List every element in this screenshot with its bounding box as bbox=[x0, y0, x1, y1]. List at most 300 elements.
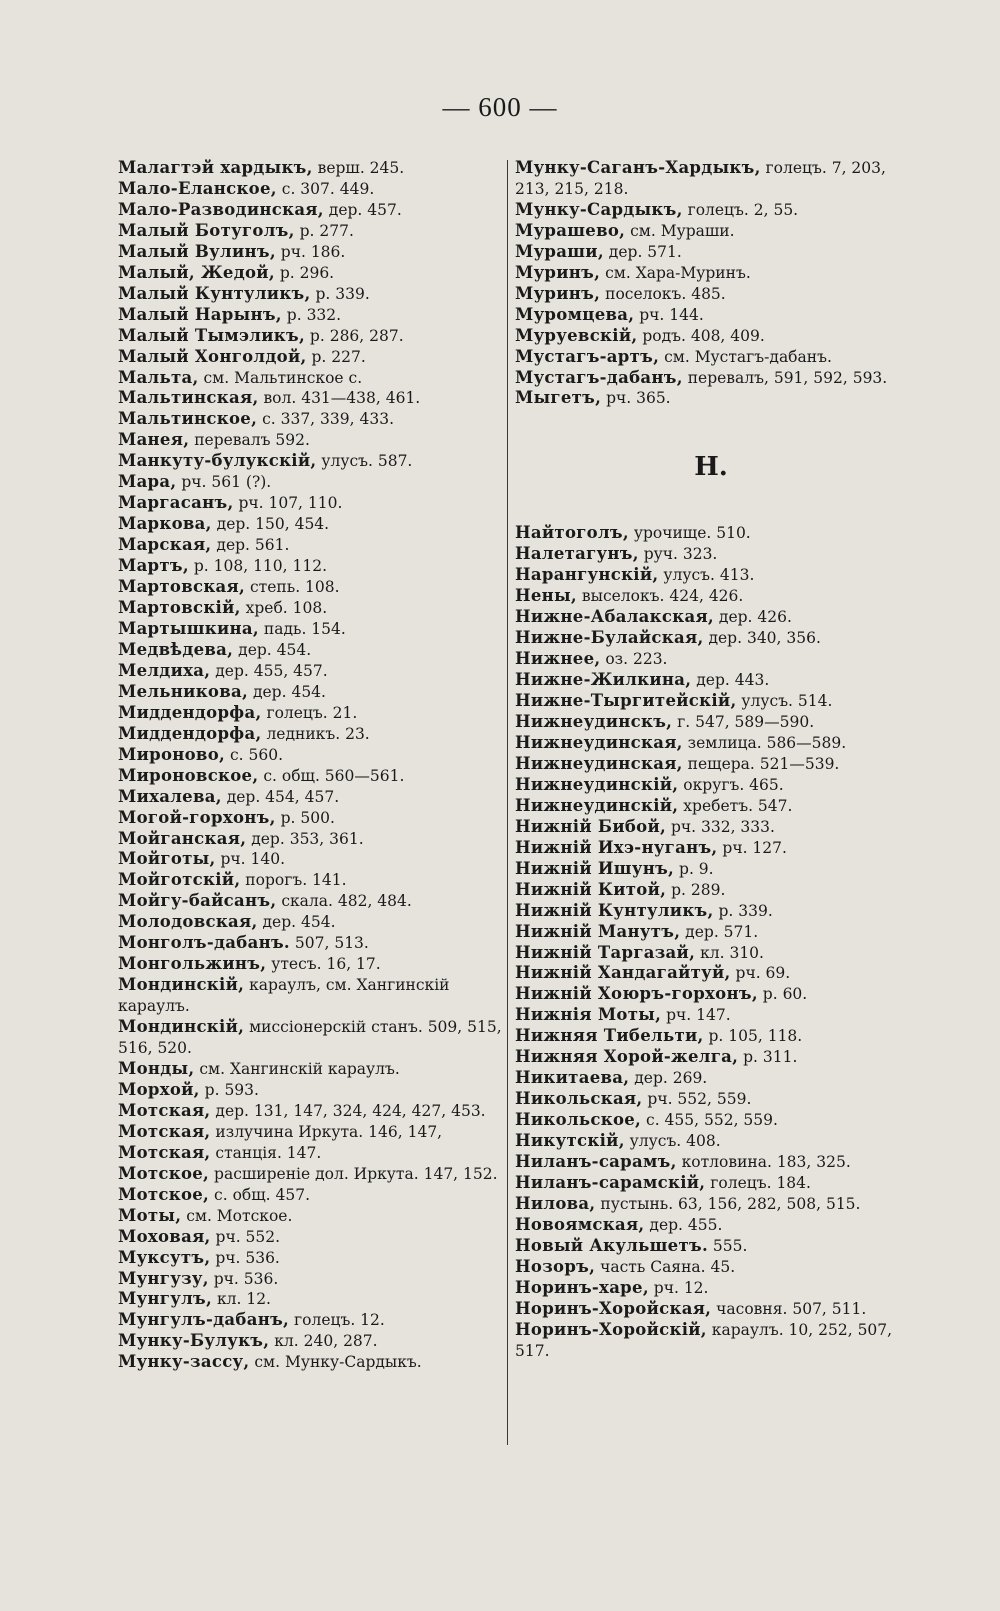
entry-headword: Мондинскій, bbox=[118, 1017, 245, 1037]
entry-reference: руч. 323. bbox=[638, 545, 718, 564]
entry-headword: Манея, bbox=[118, 430, 190, 450]
entry-headword: Мельникова, bbox=[118, 681, 249, 701]
index-entry bbox=[515, 221, 907, 242]
index-entry bbox=[515, 544, 907, 565]
index-entry bbox=[118, 472, 504, 493]
entry-reference: см. Мунку-Сардыкъ. bbox=[249, 1353, 422, 1372]
entry-reference: см. Хангинскій караулъ. bbox=[194, 1059, 400, 1078]
index-entry bbox=[515, 943, 907, 964]
index-entry bbox=[118, 1017, 504, 1059]
entry-reference: рч. 147. bbox=[661, 1006, 731, 1025]
index-column-left bbox=[118, 158, 504, 1373]
entry-headword: Малый Вулинъ, bbox=[118, 241, 276, 261]
entry-headword: Мойготы, bbox=[118, 849, 216, 869]
entry-reference: с. 560. bbox=[225, 745, 284, 764]
entry-headword: Налетагунъ, bbox=[515, 544, 639, 564]
entry-headword: Малый, Жедой, bbox=[118, 262, 275, 282]
entry-reference: дер. 340, 356. bbox=[703, 629, 821, 648]
index-entry bbox=[515, 984, 907, 1005]
entry-reference: р. 289. bbox=[666, 880, 726, 899]
index-entry bbox=[118, 1310, 504, 1331]
entry-reference: котловина. 183, 325. bbox=[676, 1153, 851, 1172]
entry-headword: Манкуту-булукскій, bbox=[118, 451, 317, 471]
entry-headword: Нижнеудинскій, bbox=[515, 795, 679, 815]
entry-reference: 507, 513. bbox=[289, 934, 369, 953]
index-entry bbox=[118, 661, 504, 682]
entry-headword: Могой-горхонъ, bbox=[118, 807, 276, 827]
entry-reference: перевалъ 592. bbox=[189, 431, 310, 450]
entry-headword: Нижній Хоюръ-горхонъ, bbox=[515, 984, 758, 1004]
entry-reference: часть Саяна. 45. bbox=[595, 1257, 736, 1276]
entry-headword: Никутскій, bbox=[515, 1131, 625, 1151]
entry-headword: Малый Хонголдой, bbox=[118, 346, 307, 366]
entry-headword: Нижне-Булайская, bbox=[515, 628, 704, 648]
index-entry bbox=[118, 430, 504, 451]
index-entry bbox=[515, 263, 907, 284]
entry-reference: дер. 131, 147, 324, 424, 427, 453. bbox=[210, 1101, 486, 1120]
index-entry bbox=[515, 817, 907, 838]
entry-headword: Мироново, bbox=[118, 744, 226, 764]
entry-reference: р. 339. bbox=[310, 284, 370, 303]
entry-headword: Мотское, bbox=[118, 1184, 210, 1204]
index-entry bbox=[515, 284, 907, 305]
index-entry bbox=[515, 901, 907, 922]
entry-headword: Монды, bbox=[118, 1058, 195, 1078]
entry-reference: р. 500. bbox=[275, 808, 335, 827]
entry-headword: Нижнеудинскій, bbox=[515, 774, 679, 794]
entry-reference: голецъ. 7, 203, 213, 215, 218. bbox=[515, 159, 886, 198]
index-entry bbox=[515, 775, 907, 796]
entry-reference: кл. 240, 287. bbox=[269, 1332, 378, 1351]
entry-reference: дер. 353, 361. bbox=[246, 829, 364, 848]
entry-headword: Медвѣдева, bbox=[118, 639, 234, 659]
entry-headword: Миддендорфа, bbox=[118, 723, 262, 743]
entry-headword: Нижній Хандагайтуй, bbox=[515, 963, 731, 983]
entry-headword: Норинъ-харе, bbox=[515, 1277, 649, 1297]
index-entry bbox=[118, 242, 504, 263]
entry-headword: Муринъ, bbox=[515, 283, 601, 303]
index-entry bbox=[515, 1089, 907, 1110]
entry-headword: Мустагъ-дабанъ, bbox=[515, 367, 683, 387]
entry-headword: Муруевскій, bbox=[515, 325, 638, 345]
entry-reference: голецъ. 184. bbox=[705, 1173, 811, 1192]
index-entry bbox=[118, 682, 504, 703]
entry-headword: Мунку-Булукъ, bbox=[118, 1331, 270, 1351]
index-entry bbox=[118, 891, 504, 912]
entry-reference: р. 286, 287. bbox=[305, 326, 404, 345]
entry-reference: с. общ. 560—561. bbox=[258, 766, 405, 785]
entry-headword: Мурашево, bbox=[515, 220, 626, 240]
entry-headword: Мондинскій, bbox=[118, 975, 245, 995]
index-entry bbox=[118, 409, 504, 430]
entry-headword: Нижне-Тыргитейскій, bbox=[515, 691, 737, 711]
entry-headword: Мироновское, bbox=[118, 765, 259, 785]
entry-headword: Морхой, bbox=[118, 1079, 200, 1099]
index-entry bbox=[515, 880, 907, 901]
index-entry bbox=[118, 388, 504, 409]
entry-reference: р. 227. bbox=[306, 347, 366, 366]
index-entry bbox=[118, 535, 504, 556]
entry-headword: Норинъ-Хоройская, bbox=[515, 1298, 712, 1318]
entry-headword: Нижнеудинская, bbox=[515, 732, 683, 752]
entry-headword: Никитаева, bbox=[515, 1068, 630, 1088]
entry-headword: Монгольжинъ, bbox=[118, 954, 267, 974]
entry-headword: Новый Акульшетъ. bbox=[515, 1235, 708, 1255]
entry-headword: Мойганская, bbox=[118, 828, 247, 848]
entry-reference: дер. 457. bbox=[323, 200, 402, 219]
index-entry bbox=[515, 712, 907, 733]
entry-reference: хребетъ. 547. bbox=[678, 796, 793, 815]
index-entry bbox=[515, 305, 907, 326]
entry-headword: Мало-Еланское, bbox=[118, 178, 277, 198]
entry-reference: дер. 150, 454. bbox=[211, 515, 330, 534]
entry-headword: Нозоръ, bbox=[515, 1256, 596, 1276]
entry-headword: Мойготскій, bbox=[118, 870, 241, 890]
index-entry bbox=[515, 1005, 907, 1026]
entry-reference: голецъ. 12. bbox=[289, 1311, 385, 1330]
entry-headword: Мунку-Саганъ-Хардыкъ, bbox=[515, 158, 761, 177]
entry-reference: с. общ. 457. bbox=[209, 1185, 311, 1204]
index-entry bbox=[118, 514, 504, 535]
index-entry bbox=[118, 724, 504, 745]
index-entry bbox=[118, 158, 504, 179]
index-entry bbox=[515, 158, 907, 200]
index-entry bbox=[118, 577, 504, 598]
entry-reference: рч. 144. bbox=[634, 305, 704, 324]
entry-headword: Мартъ, bbox=[118, 556, 189, 576]
index-entry bbox=[515, 649, 907, 670]
index-entry bbox=[515, 670, 907, 691]
entry-headword: Нижній Кунтуликъ, bbox=[515, 900, 714, 920]
entry-reference: дер. 561. bbox=[211, 536, 290, 555]
entry-reference: караулъ, см. Хангинскій караулъ. bbox=[118, 976, 450, 1016]
index-entry bbox=[515, 1131, 907, 1152]
entry-reference: рч. 69. bbox=[730, 964, 791, 983]
index-entry bbox=[118, 1269, 504, 1290]
index-entry bbox=[118, 1331, 504, 1352]
entry-headword: Мотское, bbox=[118, 1163, 210, 1183]
index-entry bbox=[515, 1236, 907, 1257]
entry-headword: Малый Кунтуликъ, bbox=[118, 283, 311, 303]
index-entry bbox=[515, 1110, 907, 1131]
index-entry bbox=[118, 598, 504, 619]
index-entry bbox=[118, 1289, 504, 1310]
index-entry bbox=[118, 1227, 504, 1248]
entry-reference: с. 455, 552, 559. bbox=[641, 1111, 778, 1130]
entry-reference: расширеніе дол. Иркута. 147, 152. bbox=[209, 1164, 498, 1183]
index-entry bbox=[515, 796, 907, 817]
entry-reference: рч. 552, 559. bbox=[642, 1090, 752, 1109]
entry-reference: см. Хара-Муринъ. bbox=[600, 263, 751, 282]
entry-headword: Нижній Китой, bbox=[515, 879, 667, 899]
entry-headword: Михалева, bbox=[118, 786, 222, 806]
index-entry bbox=[515, 1152, 907, 1173]
entry-reference: с. 337, 339, 433. bbox=[257, 410, 394, 429]
index-entry bbox=[515, 754, 907, 775]
entry-reference: степь. 108. bbox=[245, 578, 340, 597]
entry-reference: дер. 454. bbox=[233, 640, 312, 659]
index-entry bbox=[515, 1299, 907, 1320]
entry-reference: рч. 12. bbox=[648, 1278, 709, 1297]
entry-headword: Нижній Таргазай, bbox=[515, 942, 696, 962]
entry-headword: Мунгулъ, bbox=[118, 1289, 213, 1309]
entry-headword: Малый Тымэликъ, bbox=[118, 325, 305, 345]
index-entry bbox=[118, 1143, 504, 1164]
entry-headword: Мунку-Сардыкъ, bbox=[515, 199, 683, 219]
entry-reference: землица. 586—589. bbox=[682, 733, 847, 752]
index-entry bbox=[118, 200, 504, 221]
index-entry bbox=[515, 326, 907, 347]
entry-headword: Малый Ботуголъ, bbox=[118, 220, 295, 240]
entry-reference: рч. 186. bbox=[275, 242, 346, 261]
entry-headword: Молодовская, bbox=[118, 912, 258, 932]
entry-reference: р. 105, 118. bbox=[703, 1027, 803, 1046]
entry-headword: Мелдиха, bbox=[118, 660, 211, 680]
entry-headword: Найтоголъ, bbox=[515, 523, 629, 543]
index-entry bbox=[515, 200, 907, 221]
entry-headword: Нижнеудинская, bbox=[515, 753, 683, 773]
entry-reference: с. 307. 449. bbox=[276, 179, 375, 198]
index-entry bbox=[118, 1248, 504, 1269]
index-entry bbox=[118, 787, 504, 808]
index-entry bbox=[515, 607, 907, 628]
index-entry bbox=[118, 619, 504, 640]
index-entry bbox=[118, 221, 504, 242]
entry-headword: Нижнее, bbox=[515, 649, 601, 669]
entry-reference: дер. 426. bbox=[713, 608, 792, 627]
index-entry bbox=[118, 1206, 504, 1227]
entry-headword: Нижняя Тибельти, bbox=[515, 1026, 704, 1046]
index-entry bbox=[515, 347, 907, 368]
entry-headword: Нижній Манутъ, bbox=[515, 921, 681, 941]
index-entry bbox=[515, 388, 907, 409]
entry-reference: дер. 571. bbox=[603, 242, 682, 261]
entry-reference: порогъ. 141. bbox=[240, 871, 347, 890]
entry-headword: Мотская, bbox=[118, 1100, 211, 1120]
index-entry bbox=[515, 1047, 907, 1068]
entry-headword: Малый Нарынъ, bbox=[118, 304, 282, 324]
entry-headword: Мара, bbox=[118, 472, 177, 492]
entry-reference: см. Мураши. bbox=[625, 221, 735, 240]
entry-headword: Мустагъ-артъ, bbox=[515, 346, 660, 366]
entry-reference: рч. 140. bbox=[215, 850, 286, 869]
entry-reference: пещера. 521—539. bbox=[682, 754, 840, 773]
entry-reference: рч. 127. bbox=[717, 838, 787, 857]
entry-reference: кл. 310. bbox=[695, 943, 764, 962]
entry-headword: Миддендорфа, bbox=[118, 702, 262, 722]
entry-headword: Мунку-зассу, bbox=[118, 1352, 250, 1372]
entry-headword: Нижній Ишунъ, bbox=[515, 858, 675, 878]
index-entry bbox=[118, 808, 504, 829]
index-entry bbox=[118, 263, 504, 284]
entry-reference: улусъ. 408. bbox=[624, 1132, 721, 1151]
index-entry bbox=[118, 1122, 504, 1143]
entry-headword: Мальтинская, bbox=[118, 388, 259, 408]
entry-headword: Нижне-Абалакская, bbox=[515, 607, 714, 627]
entry-reference: кл. 12. bbox=[212, 1290, 271, 1309]
entry-headword: Мартышкина, bbox=[118, 618, 259, 638]
entry-headword: Муринъ, bbox=[515, 262, 601, 282]
entry-headword: Нены, bbox=[515, 586, 577, 606]
entry-reference: р. 9. bbox=[674, 859, 714, 878]
entry-reference: выселокъ. 424, 426. bbox=[576, 587, 744, 606]
entry-reference: голецъ. 2, 55. bbox=[682, 200, 799, 219]
entry-headword: Мойгу-байсанъ, bbox=[118, 891, 277, 911]
page-number: — 600 — bbox=[442, 92, 558, 122]
index-entry bbox=[118, 368, 504, 389]
entry-reference: миссіонерскій станъ. 509, 515, 516, 520. bbox=[118, 1018, 502, 1058]
entry-reference: излучина Иркута. 146, 147, bbox=[210, 1122, 443, 1141]
entry-reference: рч. 365. bbox=[601, 389, 671, 408]
entry-headword: Норинъ-Хоройскій, bbox=[515, 1319, 707, 1339]
entry-reference: караулъ. 10, 252, 507, 517. bbox=[515, 1320, 893, 1360]
entry-headword: Нижнеудинскъ, bbox=[515, 712, 673, 732]
index-entry bbox=[515, 1026, 907, 1047]
index-entry bbox=[118, 640, 504, 661]
index-entry bbox=[118, 179, 504, 200]
index-entry bbox=[515, 586, 907, 607]
entry-reference: округъ. 465. bbox=[678, 775, 784, 794]
entry-reference: пустынь. 63, 156, 282, 508, 515. bbox=[595, 1194, 861, 1213]
entry-headword: Монголъ-дабанъ. bbox=[118, 933, 290, 953]
index-column-right bbox=[515, 158, 907, 1362]
index-entry bbox=[118, 954, 504, 975]
entry-headword: Муромцева, bbox=[515, 304, 635, 324]
index-entry bbox=[515, 1194, 907, 1215]
index-entry bbox=[118, 870, 504, 891]
entry-reference: дер. 454. bbox=[257, 913, 336, 932]
index-entry bbox=[515, 628, 907, 649]
index-entry bbox=[118, 347, 504, 368]
entry-headword: Нижній Ихэ-нуганъ, bbox=[515, 837, 718, 857]
entry-headword: Мунгулъ-дабанъ, bbox=[118, 1310, 290, 1330]
index-entry bbox=[515, 368, 907, 389]
entry-reference: рч. 536. bbox=[208, 1269, 279, 1288]
index-entry bbox=[515, 565, 907, 586]
entry-reference: рч. 107, 110. bbox=[233, 494, 343, 513]
index-section-n bbox=[515, 523, 907, 1361]
index-entry bbox=[118, 975, 504, 1017]
index-entry bbox=[515, 922, 907, 943]
index-entry bbox=[118, 556, 504, 577]
entry-reference: см. Мустагъ-дабанъ. bbox=[659, 347, 832, 366]
index-entry bbox=[118, 305, 504, 326]
entry-reference: часовня. 507, 511. bbox=[711, 1299, 867, 1318]
index-entry bbox=[515, 691, 907, 712]
index-entry bbox=[515, 1068, 907, 1089]
entry-reference: дер. 269. bbox=[629, 1069, 708, 1088]
entry-reference: см. Мотское. bbox=[181, 1206, 293, 1225]
index-entry bbox=[118, 703, 504, 724]
entry-headword: Новоямская, bbox=[515, 1214, 645, 1234]
index-entry bbox=[515, 859, 907, 880]
entry-reference: скала. 482, 484. bbox=[276, 892, 412, 911]
entry-reference: станція. 147. bbox=[210, 1143, 322, 1162]
index-section-m-continued bbox=[515, 158, 907, 409]
index-entry bbox=[118, 1164, 504, 1185]
entry-reference: р. 339. bbox=[713, 901, 773, 920]
entry-reference: р. 108, 110, 112. bbox=[188, 557, 328, 576]
entry-headword: Нарангунскій, bbox=[515, 565, 659, 585]
index-entry bbox=[118, 451, 504, 472]
entry-reference: р. 60. bbox=[757, 985, 808, 1004]
entry-reference: дер. 454, 457. bbox=[221, 787, 340, 806]
entry-reference: улусъ. 413. bbox=[658, 566, 755, 585]
entry-headword: Мотская, bbox=[118, 1142, 211, 1162]
entry-headword: Мало-Разводинская, bbox=[118, 199, 324, 219]
entry-reference: улусъ. 587. bbox=[316, 452, 413, 471]
entry-reference: г. 547, 589—590. bbox=[672, 713, 815, 732]
index-entry bbox=[118, 1101, 504, 1122]
index-entry bbox=[118, 1080, 504, 1101]
entry-headword: Мотская, bbox=[118, 1121, 211, 1141]
entry-reference: вол. 431—438, 461. bbox=[258, 389, 421, 408]
entry-reference: дер. 455, 457. bbox=[210, 661, 328, 680]
index-entry bbox=[118, 493, 504, 514]
entry-headword: Ниланъ-сарамскій, bbox=[515, 1172, 706, 1192]
entry-reference: поселокъ. 485. bbox=[600, 284, 726, 303]
entry-reference: улусъ. 514. bbox=[736, 692, 833, 711]
entry-reference: рч. 332, 333. bbox=[666, 817, 775, 836]
entry-reference: рч. 552. bbox=[210, 1227, 281, 1246]
entry-headword: Мартовскій, bbox=[118, 598, 241, 618]
entry-headword: Муксутъ, bbox=[118, 1247, 211, 1267]
entry-headword: Марская, bbox=[118, 535, 212, 555]
index-entry bbox=[515, 242, 907, 263]
entry-reference: рч. 561 (?). bbox=[176, 473, 272, 492]
entry-reference: хреб. 108. bbox=[240, 599, 328, 618]
column-divider bbox=[507, 160, 508, 1445]
index-entry bbox=[515, 838, 907, 859]
index-entry bbox=[118, 912, 504, 933]
entry-reference: голецъ. 21. bbox=[261, 703, 358, 722]
entry-headword: Мураши, bbox=[515, 241, 604, 261]
entry-reference: рч. 536. bbox=[210, 1248, 280, 1267]
entry-reference: урочище. 510. bbox=[628, 524, 751, 543]
index-entry bbox=[515, 963, 907, 984]
entry-headword: Ниланъ-сарамъ, bbox=[515, 1152, 677, 1172]
index-entry bbox=[118, 284, 504, 305]
entry-headword: Нижне-Жилкина, bbox=[515, 670, 692, 690]
entry-reference: р. 277. bbox=[294, 221, 354, 240]
index-entry bbox=[515, 1257, 907, 1278]
section-letter-heading: Н. bbox=[694, 452, 728, 483]
entry-reference: см. Мальтинское с. bbox=[198, 368, 363, 387]
entry-headword: Моховая, bbox=[118, 1226, 211, 1246]
entry-headword: Никольское, bbox=[515, 1110, 642, 1130]
entry-headword: Маркова, bbox=[118, 514, 212, 534]
entry-reference: дер. 443. bbox=[691, 671, 770, 690]
index-entry bbox=[515, 1278, 907, 1299]
entry-headword: Мартовская, bbox=[118, 577, 246, 597]
index-entry bbox=[118, 766, 504, 787]
entry-reference: р. 332. bbox=[281, 305, 342, 324]
index-entry bbox=[515, 1173, 907, 1194]
entry-reference: р. 296. bbox=[274, 263, 335, 282]
entry-reference: р. 593. bbox=[199, 1080, 259, 1099]
index-entry bbox=[118, 933, 504, 954]
entry-headword: Мальта, bbox=[118, 367, 199, 387]
index-entry bbox=[118, 1352, 504, 1373]
index-entry bbox=[118, 326, 504, 347]
entry-reference: 555. bbox=[708, 1236, 748, 1255]
entry-reference: верш. 245. bbox=[312, 159, 405, 177]
entry-reference: перевалъ, 591, 592, 593. bbox=[682, 368, 888, 387]
entry-headword: Мунгузу, bbox=[118, 1268, 209, 1288]
entry-headword: Никольская, bbox=[515, 1089, 643, 1109]
entry-headword: Мальтинское, bbox=[118, 409, 258, 429]
entry-headword: Моты, bbox=[118, 1205, 182, 1225]
